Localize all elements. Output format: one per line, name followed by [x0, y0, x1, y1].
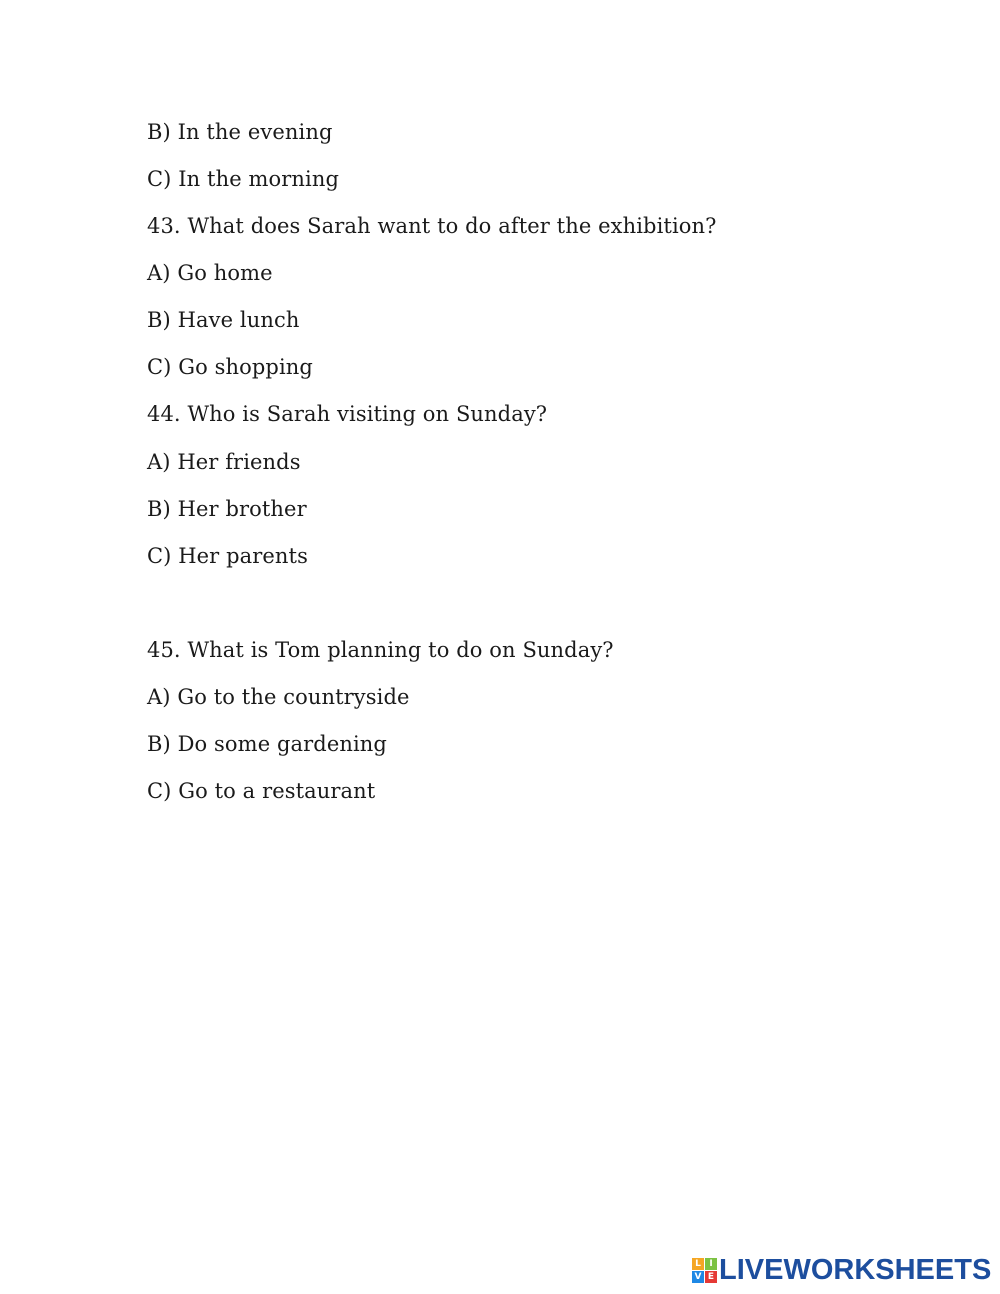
option-a-q43: A) Go home: [147, 261, 273, 285]
question-43: 43. What does Sarah want to do after the exhibition?: [147, 214, 717, 238]
option-c-q45: C) Go to a restaurant: [147, 779, 376, 803]
option-b-q45: B) Do some gardening: [147, 732, 387, 756]
option-c-q44: C) Her parents: [147, 544, 308, 568]
option-b-q42: B) In the evening: [147, 120, 333, 144]
logo-cell-l: L: [692, 1258, 704, 1270]
option-b-q43: B) Have lunch: [147, 308, 300, 332]
option-a-q44: A) Her friends: [147, 450, 301, 474]
liveworksheets-logo: [692, 1254, 991, 1286]
question-45: 45. What is Tom planning to do on Sunday?: [147, 638, 614, 662]
option-b-q44: B) Her brother: [147, 497, 307, 521]
option-c-q43: C) Go shopping: [147, 355, 313, 379]
logo-icon: [692, 1258, 716, 1282]
brand-name: LIVEWORKSHEETS: [719, 1254, 992, 1286]
logo-cell-v: V: [692, 1271, 704, 1283]
logo-cell-e: E: [705, 1271, 717, 1283]
option-a-q45: A) Go to the countryside: [147, 685, 410, 709]
question-44: 44. Who is Sarah visiting on Sunday?: [147, 402, 548, 426]
logo-cell-i: I: [705, 1258, 717, 1270]
option-c-q42: C) In the morning: [147, 167, 340, 191]
